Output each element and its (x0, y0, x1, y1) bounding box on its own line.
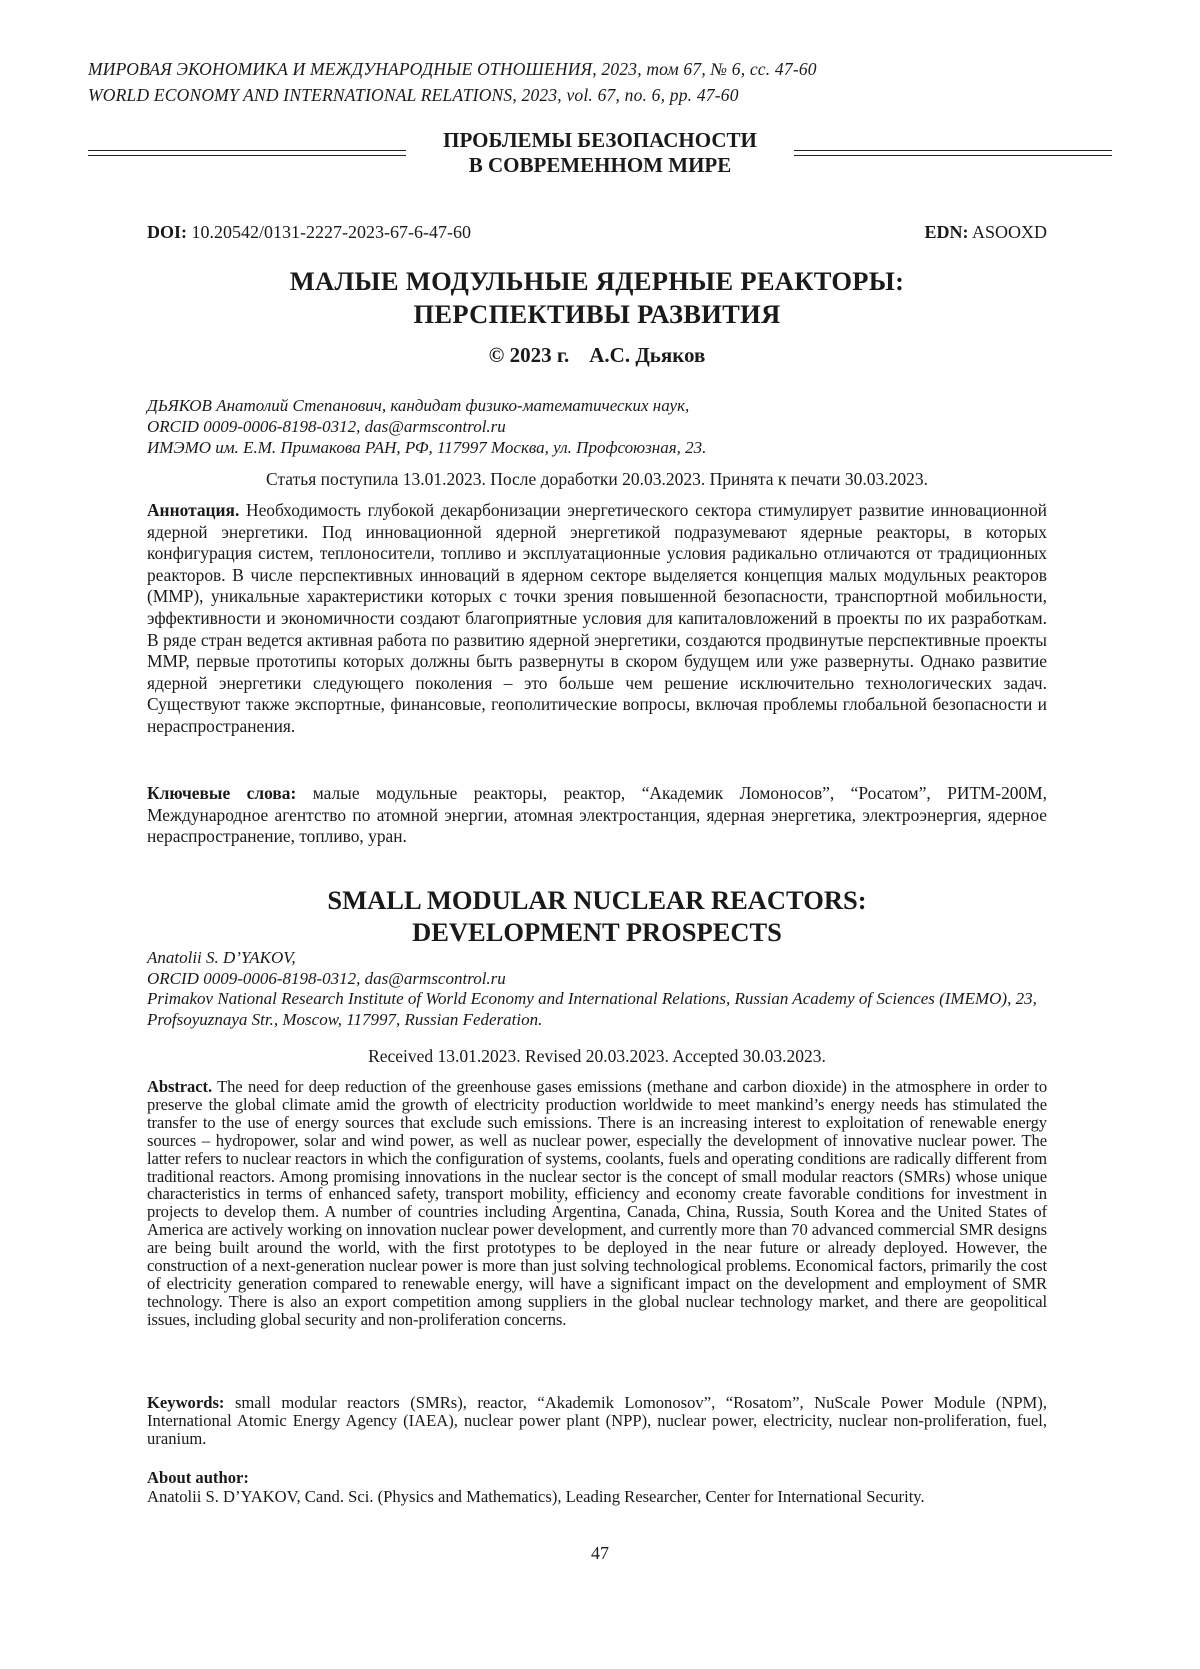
doi-label: DOI: (147, 222, 187, 242)
author-name: А.С. Дьяков (589, 343, 706, 367)
edn-label: EDN: (924, 222, 969, 242)
article-title-en-line2: DEVELOPMENT PROSPECTS (412, 917, 782, 947)
author-info-en (147, 948, 1047, 1030)
section-title (406, 128, 794, 178)
article-title-en-line1: SMALL MODULAR NUCLEAR REACTORS: (327, 885, 867, 915)
article-title-ru-line1: МАЛЫЕ МОДУЛЬНЫЕ ЯДЕРНЫЕ РЕАКТОРЫ: (289, 266, 905, 296)
keywords-en-text: small modular reactors (SMRs), reactor, “Akademik Lomonosov”, “Rosatom”, NuScale Power Module (NPM), International Atomic Energy Agency (IAEA), nuclear power plant (NPP), nuclear power, electricity, nuclear non-proliferation, fuel, uranium. (147, 1393, 1047, 1448)
abstract-en (147, 1078, 1047, 1329)
author-ru-contact[interactable]: ORCID 0009-0006-8198-0312, das@armscontrol.ru (147, 417, 506, 436)
section-rule-left (88, 150, 406, 156)
article-title-en (147, 884, 1047, 948)
journal-header (88, 56, 1108, 108)
author-ru-name: ДЬЯКОВ Анатолий Степанович, кандидат физико-математических наук, (147, 396, 690, 415)
abstract-en-label: Abstract. (147, 1077, 212, 1096)
author-ru-affiliation: ИМЭМО им. Е.М. Примакова РАН, РФ, 117997 Москва, ул. Профсоюзная, 23. (147, 438, 707, 457)
section-rule-right (794, 150, 1112, 156)
section-title-line1: ПРОБЛЕМЫ БЕЗОПАСНОСТИ (443, 128, 757, 152)
keywords-ru (147, 783, 1047, 848)
page-number: 47 (591, 1543, 609, 1563)
keywords-ru-label: Ключевые слова: (147, 783, 297, 803)
doi[interactable] (147, 222, 471, 242)
about-author (147, 1468, 1047, 1506)
about-author-label: About author: (147, 1468, 249, 1487)
abstract-ru (147, 500, 1047, 738)
author-en-affiliation: Primakov National Research Institute of World Economy and International Relations, Russian Academy of Sciences (IMEMO), 23, Profsoyuznaya Str., Moscow, 117997, Russian Federation. (147, 989, 1037, 1029)
identifiers (147, 220, 1047, 244)
byline (147, 342, 1047, 368)
section-heading (88, 128, 1112, 182)
keywords-en-label: Keywords: (147, 1393, 225, 1412)
author-en-contact[interactable]: ORCID 0009-0006-8198-0312, das@armscontrol.ru (147, 968, 506, 988)
edn (924, 220, 1047, 244)
doi-value: 10.20542/0131-2227-2023-67-6-47-60 (191, 222, 471, 242)
abstract-en-text: The need for deep reduction of the greenhouse gases emissions (methane and carbon dioxide) in the atmosphere in order to preserve the global climate amid the growth of electricity production worldwide to meet mankind’s energy needs has stimulated the transfer to the use of energy sources that exclude such emissions. There is an increasing interest to exploitation of renewable energy sources – hydropower, solar and wind power, as well as nuclear power, especially the development of innovative nuclear power. The latter refers to nuclear reactors in which the configuration of systems, coolants, fuels and operating conditions are radically different from traditional reactors. Among promising innovations in the nuclear sector is the concept of small modular reactors (SMRs) whose unique characteristics in terms of enhanced safety, transport mobility, efficiency and economy create favorable conditions for investment in projects to develop them. A number of countries including Argentina, Canada, China, Russia, South Korea and the United States of America are actively working on innovation nuclear power development, and currently more than 70 advanced commercial SMR designs are being built around the world, with the first prototypes to be deployed in the near future or already deployed. However, the construction of a next-generation nuclear power is more than just solving technological problems. Economical factors, primarily the cost of electricity generation compared to renewable energy, will have a significant impact on the development and employment of SMR technology. There is also an export competition among suppliers in the global nuclear technology market, and there are geopolitical issues, including global security and non-proliferation concerns. (147, 1077, 1048, 1329)
about-author-text: Anatolii S. D’YAKOV, Cand. Sci. (Physics and Mathematics), Leading Researcher, Center for International Security. (147, 1487, 925, 1506)
dates-en: Received 13.01.2023. Revised 20.03.2023. Accepted 30.03.2023. (368, 1046, 826, 1066)
journal-header-ru: МИРОВАЯ ЭКОНОМИКА И МЕЖДУНАРОДНЫЕ ОТНОШЕНИЯ, 2023, том 67, № 6, сс. 47-60 (88, 59, 817, 79)
keywords-ru-text: малые модульные реакторы, реактор, “Академик Ломоносов”, “Росатом”, РИТМ-200М, Международное агентство по атомной энергии, атомная электростанция, ядерная энергетика, электроэнергия, ядерное нераспространение, топливо, уран. (147, 783, 1047, 847)
author-info-ru (147, 395, 1047, 458)
keywords-en (147, 1394, 1047, 1448)
abstract-ru-label: Аннотация. (147, 500, 240, 520)
edn-value: ASOOXD (971, 222, 1047, 242)
journal-header-en: WORLD ECONOMY AND INTERNATIONAL RELATIONS, 2023, vol. 67, no. 6, pp. 47-60 (88, 85, 739, 105)
article-title-ru-line2: ПЕРСПЕКТИВЫ РАЗВИТИЯ (413, 299, 781, 329)
copyright-year: © 2023 г. (488, 343, 570, 367)
dates-ru: Статья поступила 13.01.2023. После доработки 20.03.2023. Принята к печати 30.03.2023. (265, 469, 929, 489)
section-title-line2: В СОВРЕМЕННОМ МИРЕ (468, 153, 732, 177)
article-title-ru (147, 265, 1047, 331)
abstract-ru-text: Необходимость глубокой декарбонизации энергетического сектора стимулирует развитие инновационной ядерной энергетики. Под инновационной ядерной энергетикой подразумевают ядерные реакторы, в которых конфигурация систем, теплоносители, топливо и эксплуатационные условия радикально отличаются от традиционных реакторов. В числе перспективных инноваций в ядерном секторе выделяется концепция малых модульных реакторов (ММР), уникальные характеристики которых с точки зрения повышенной безопасности, транспортной мобильности, эффективности и экономичности создают благоприятные условия для капиталовложений в проекты по их разработкам. В ряде стран ведется активная работа по развитию ядерной энергетики, создаются продвинутые перспективные проекты ММР, первые прототипы которых должны быть развернуты в скором будущем или уже развернуты. Однако развитие ядерной энергетики следующего поколения – это больше чем решение исключительно технологических задач. Существуют также экспортные, финансовые, геополитические вопросы, включая проблемы глобальной безопасности и нераспространения. (147, 500, 1047, 736)
author-en-name: Anatolii S. D’YAKOV, (147, 948, 296, 967)
